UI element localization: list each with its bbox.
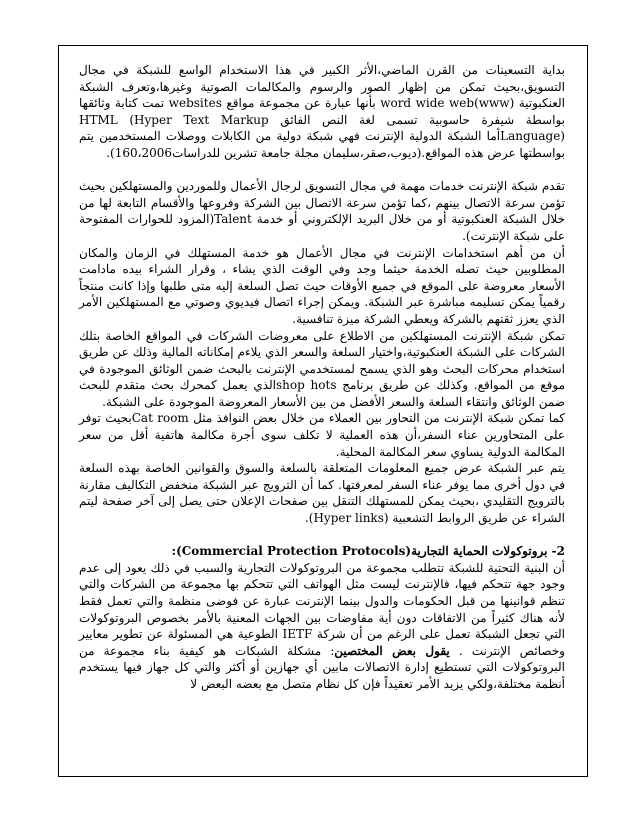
document-body [79,62,565,693]
paragraph-search: تمكن شبكة الإنترنت المستهلكين من الاطلاع على معروضات الشركات في المواقع الخاصة بتلك الشركات على الشبكة العنكبوتية،واختيار السلعة والسعر الذي يلاءم إمكاناته المالية وذلك عن طريق استخدام محركات البحث وهو الذي يسمح لمستخدمي الإنترنت بالبحث ضمن الوثائق الموجودة في موقع من المواقع. وكذلك عن طريق برنامج shop hotsالذي يعمل كمحرك بحث متقدم للبحث ضمن الوثائق وانتقاء السلعة والسعر الأفضل من بين الأسعار المعروضة الموجودة على الشبكة. [79,328,566,409]
protocols-text-start: أن البنية التحتية للشبكة تتطلب مجموعة من البروتوكولات التجارية والسبب في ذلك يعود إلى عدم وجود جهة تتحكم فيها، فالإنترنت ليست مثل الهواتف التي تتحكم بها مجموعة من الشركات والتي تنظم قوانينها من قبل الحكومات والدول بينما الإنترنت عبارة عن فوضى منظمة والتي تعمل فقط لأنه هناك كثيراً من الاتفاقات دون أية مفاوضات بين الجهات المعنية بالأمر بخصوص البروتوكولات التي تجعل الشبكة تعمل على الرغم من أن شركة IETF الطوعية هي المسئولة عن تطوير معايير وخصائص الإنترنت . [79,560,565,658]
paragraph-gap [79,162,565,179]
protocols-text-end: : مشكلة الشبكات هو كيفية بناء مجموعة من البروتوكولات التي تستطيع إدارة الاتصالات مابين أي جهازين أو أكثر والتي كل جهاز فيها يستخدم أنظمة مختلفة،ولكي يزيد الأمر تعقيداً فإن كل نظام متصل مع بعضه البعض لا [79,643,565,691]
section-heading: 2- بروتوكولات الحماية التجارية(Commercial Protection Protocols): [171,544,565,559]
paragraph-gap [79,527,565,544]
paragraph-services: تقدم شبكة الإنترنت خدمات مهمة في مجال التسويق لرجال الأعمال وللموردين والمستهلكين بحيث تؤمن سرعة الاتصال بينهم ،كما تؤمن سرعة الاتصال بين الشركة وفروعها والأقسام التابعة لها من خلال الشبكة العنكبوتية أو من خلال البريد الإلكتروني أو خدمة Talent(المزود للحوارات المفتوحة على شبكة الإنترنت). [79,179,565,243]
paragraph-promotion: يتم عبر الشبكة عرض جميع المعلومات المتعلقة بالسلعة والسوق والقوانين الخاصة بهذه السلعة في دول أخرى مما يوفر عناء السفر لمعرفتها. كما أن الترويج عبر الشبكة منخفض التكاليف مقارنة بالترويج التقليدي ،بحيث يمكن للمستهلك التنقل بين صفحات الإعلان حتى يصل إلى آخر صفحة ليتم الشراء عن طريق الروابط التشعبية (Hyper links). [79,461,565,526]
paragraph-consumer-service: أن من أهم استخدامات الإنترنت في مجال الأعمال هو خدمة المستهلك في الزمان والمكان المطلوبين حيث تصله الخدمة حيثما وجد وفي الوقت الذي يشاء ، وقرار الشراء بيده مادامت الأسعار معروضة على الموقع في جميع الأوقات حيث تصل السلعة إليه متى طلبها وإذا كانت منتجاً رقمياً يمكن تسليمه مباشرة عبر الشبكة. ويمكن إجراء اتصال فيديوي وصوتي مع المستهلكين الأمر الذي يعزز ثقتهم بالشركة ويعطي الشركة ميزة تنافسية. [79,245,565,326]
paragraph-intro: بداية التسعينات من القرن الماضي،الأثر الكبير في هذا الاستخدام الواسع للشبكة في مجال التسويق،بحيث تمكن من إظهار الصور والرسوم والمكالمات الصوتية وغيرها،وتعرف الشبكة العنكبوتية (word wide web(www بأنها عبارة عن مجموعة مواقع websites تمت كتابة وثائقها بواسطة شيفرة حاسوبية تسمى لغة النص الفائق HTML (Hyper Text Markup Language)أما الشبكة الدولية الإنترنت فهي شبكة دولية من الكابلات ووصلات المستخدمين يتم بواسطتها عرض هذه المواقع.(ديوب،صقر،سليمان مجلة جامعة تشرين للدراسات160،2006). [79,63,565,160]
protocols-bold-phrase: يقول بعض المختصين [334,643,450,658]
paragraph-chat: كما تمكن شبكة الإنترنت من التحاور بين العملاء من خلال بعض النوافذ مثل Cat roomبحيث توفر على المتحاورين عناء السفر،أن هذه العملية لا تكلف سوى أجرة مكالمة هاتفية أقل من سعر المكالمة الدولية يساوي سعر المكالمة المحلية. [79,411,566,459]
paragraph-protocols [79,560,565,693]
